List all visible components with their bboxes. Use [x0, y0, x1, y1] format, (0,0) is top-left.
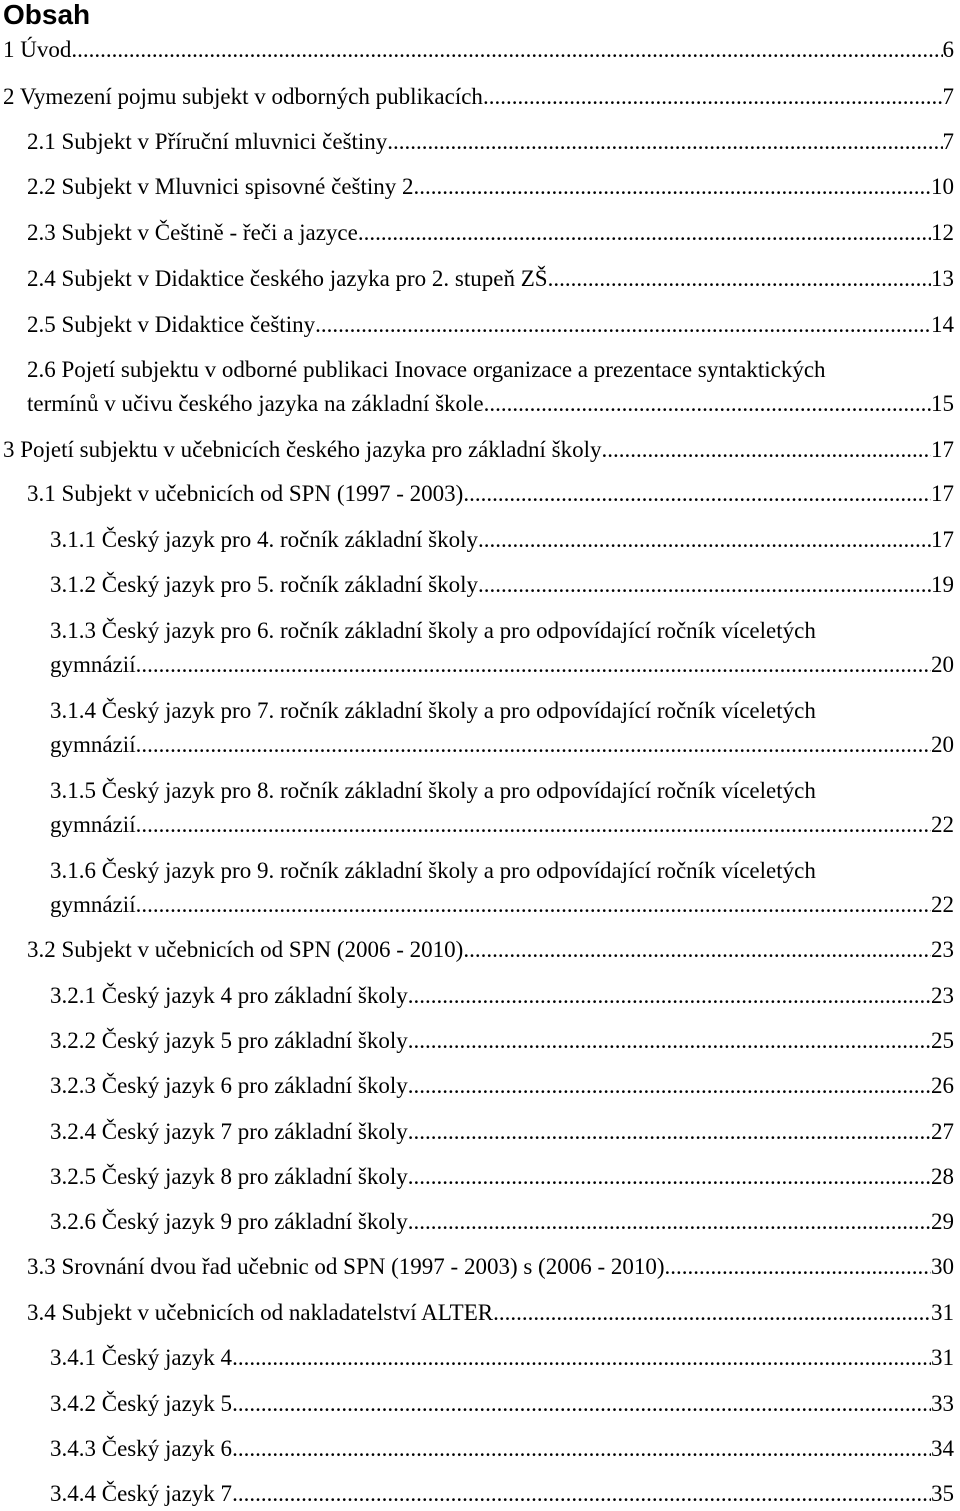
toc-entry[interactable] [50, 1477, 954, 1511]
dot-leader [71, 33, 942, 67]
toc-entry-page: 10 [931, 174, 954, 199]
toc-entry-page: 7 [942, 129, 954, 154]
dot-leader [408, 1160, 931, 1194]
toc-entry-page: 25 [931, 1028, 954, 1053]
toc-entry-text: 1 Úvod [3, 37, 72, 62]
toc-entry-text: 3.3 Srovnání dvou řad učebnic od SPN (1997 - 2003) s (2006 - 2010) [27, 1254, 665, 1279]
dot-leader [136, 648, 931, 682]
toc-entry[interactable] [27, 933, 954, 967]
toc-entry-page: 17 [931, 437, 954, 462]
toc-entry[interactable] [50, 694, 954, 762]
toc-entry[interactable] [50, 774, 954, 842]
dot-leader [419, 170, 931, 204]
toc-entry[interactable] [27, 216, 954, 250]
toc-entry[interactable] [50, 854, 954, 922]
toc-entry-page: 14 [931, 312, 954, 337]
toc-entry-text: 3.2.2 Český jazyk 5 pro základní školy [50, 1028, 408, 1053]
toc-entry-page: 6 [942, 37, 954, 62]
toc-entry-page: 35 [931, 1481, 954, 1506]
toc-entry-text: 3 Pojetí subjektu v učebnicích českého jazyka pro základní školy [3, 437, 602, 462]
toc-entry-text: 2.2 Subjekt v Mluvnici spisovné češtiny 2. [27, 174, 420, 199]
dot-leader [478, 568, 931, 602]
toc-entry-text: 3.1.2 Český jazyk pro 5. ročník základní školy [50, 572, 478, 597]
toc-entry-text: 2.1 Subjekt v Příruční mluvnici češtiny [27, 129, 388, 154]
toc-entry-page: 23 [931, 937, 954, 962]
dot-leader [315, 308, 931, 342]
toc-entry-page: 28 [931, 1164, 954, 1189]
toc-entry-page: 31 [931, 1345, 954, 1370]
toc-entry-page: 22 [931, 812, 954, 837]
toc-entry-text: 3.2.3 Český jazyk 6 pro základní školy [50, 1073, 408, 1098]
toc-entry-text: 3.4 Subjekt v učebnicích od nakladatelství ALTER [27, 1300, 494, 1325]
dot-leader [232, 1387, 931, 1421]
toc-entry-text-line2: termínů v učivu českého jazyka na základní škole [27, 391, 484, 416]
dot-leader [408, 1115, 931, 1149]
toc-entry-text: 3.2.5 Český jazyk 8 pro základní školy [50, 1164, 408, 1189]
toc-entry-text: 3.1.1 Český jazyk pro 4. ročník základní školy [50, 527, 478, 552]
toc-entry-page: 31 [931, 1300, 954, 1325]
toc-entry[interactable] [50, 1160, 954, 1194]
toc-entry-text: 3.2.4 Český jazyk 7 pro základní školy [50, 1119, 408, 1144]
toc-entry[interactable] [50, 1387, 954, 1421]
dot-leader [232, 1477, 931, 1511]
toc-entry-page: 34 [931, 1436, 954, 1461]
toc-entry-text: 3.4.4 Český jazyk 7 [50, 1481, 233, 1506]
toc-entry-text-line2: gymnázií [50, 892, 136, 917]
toc-entry[interactable] [50, 1115, 954, 1149]
toc-entry-page: 19 [931, 572, 954, 597]
toc-entry[interactable] [50, 1069, 954, 1103]
toc-entry-page: 15 [931, 391, 954, 416]
toc-entry-page: 12 [931, 220, 954, 245]
dot-leader [408, 1069, 931, 1103]
toc-entry-page: 29 [931, 1209, 954, 1234]
dot-leader [665, 1250, 931, 1284]
toc-entry-text-line1: 3.1.5 Český jazyk pro 8. ročník základní školy a pro odpovídající ročník víceletých [50, 778, 816, 803]
toc-entry[interactable] [27, 1250, 954, 1284]
toc-entry[interactable] [27, 125, 954, 159]
dot-leader [358, 216, 931, 250]
toc-entry-page: 22 [931, 892, 954, 917]
toc-entry-text-line2: gymnázií [50, 732, 136, 757]
toc-entry-text: 3.2 Subjekt v učebnicích od SPN (2006 - 2010) [27, 937, 464, 962]
toc-entry-text-line1: 3.1.4 Český jazyk pro 7. ročník základní školy a pro odpovídající ročník víceletých [50, 698, 816, 723]
dot-leader [136, 888, 931, 922]
toc-entry[interactable] [50, 1205, 954, 1239]
toc-entry-text: 2 Vymezení pojmu subjekt v odborných publikacích [3, 84, 483, 109]
toc-entry[interactable] [3, 33, 954, 67]
dot-leader [493, 1296, 931, 1330]
dot-leader [136, 728, 931, 762]
toc-entry[interactable] [50, 1341, 954, 1375]
toc-entry-page: 17 [931, 481, 954, 506]
toc-entry-text: 3.2.1 Český jazyk 4 pro základní školy [50, 983, 408, 1008]
toc-entry[interactable] [27, 170, 954, 204]
toc-entry[interactable] [27, 308, 954, 342]
toc-entry[interactable] [50, 979, 954, 1013]
toc-entry-page: 17 [931, 527, 954, 552]
toc-entry[interactable] [50, 523, 954, 557]
toc-entry-page: 20 [931, 732, 954, 757]
toc-entry-text: 3.4.3 Český jazyk 6 [50, 1436, 233, 1461]
toc-entry[interactable] [50, 614, 954, 682]
toc-entry-text: 3.4.1 Český jazyk 4 [50, 1345, 233, 1370]
toc-entry-text: 3.2.6 Český jazyk 9 pro základní školy [50, 1209, 408, 1234]
toc-entry-page: 13 [931, 266, 954, 291]
toc-entry-text-line2: gymnázií [50, 812, 136, 837]
dot-leader [232, 1341, 931, 1375]
toc-entry-page: 23 [931, 983, 954, 1008]
toc-entry-page: 30 [931, 1254, 954, 1279]
toc-entry[interactable] [27, 1296, 954, 1330]
dot-leader [232, 1432, 931, 1466]
toc-heading: Obsah [3, 0, 91, 30]
dot-leader [463, 933, 931, 967]
toc-entry-text: 2.5 Subjekt v Didaktice češtiny [27, 312, 316, 337]
toc-entry-page: 7 [942, 84, 954, 109]
toc-entry-text-line1: 2.6 Pojetí subjektu v odborné publikaci Inovace organizace a prezentace syntaktických [27, 357, 826, 382]
toc-entry[interactable] [50, 568, 954, 602]
toc-entry[interactable] [3, 433, 954, 467]
toc-entry[interactable] [3, 80, 954, 114]
dot-leader [408, 1205, 931, 1239]
dot-leader [408, 1024, 931, 1058]
toc-entry[interactable] [50, 1024, 954, 1058]
toc-entry[interactable] [50, 1432, 954, 1466]
toc-entry-text-line1: 3.1.6 Český jazyk pro 9. ročník základní školy a pro odpovídající ročník víceletých [50, 858, 816, 883]
dot-leader [408, 979, 931, 1013]
toc-entry-text: 2.3 Subjekt v Češtině - řeči a jazyce [27, 220, 358, 245]
dot-leader [387, 125, 942, 159]
dot-leader [548, 262, 931, 296]
dot-leader [484, 387, 931, 421]
toc-entry-page: 33 [931, 1391, 954, 1416]
toc-entry-text-line2: gymnázií [50, 652, 136, 677]
toc-entry-text: 3.1 Subjekt v učebnicích od SPN (1997 - 2003) [27, 481, 464, 506]
dot-leader [136, 808, 931, 842]
toc-entry-page: 26 [931, 1073, 954, 1098]
toc-entry[interactable] [27, 477, 954, 511]
toc-entry-text: 2.4 Subjekt v Didaktice českého jazyka pro 2. stupeň ZŠ [27, 266, 548, 291]
dot-leader [483, 80, 943, 114]
dot-leader [601, 433, 931, 467]
toc-entry-text-line1: 3.1.3 Český jazyk pro 6. ročník základní školy a pro odpovídající ročník víceletých [50, 618, 816, 643]
toc-entry-page: 27 [931, 1119, 954, 1144]
toc-entry[interactable] [27, 262, 954, 296]
toc-entry[interactable] [27, 353, 954, 421]
dot-leader [463, 477, 931, 511]
toc-entry-text: 3.4.2 Český jazyk 5 [50, 1391, 233, 1416]
dot-leader [478, 523, 931, 557]
toc-entry-page: 20 [931, 652, 954, 677]
